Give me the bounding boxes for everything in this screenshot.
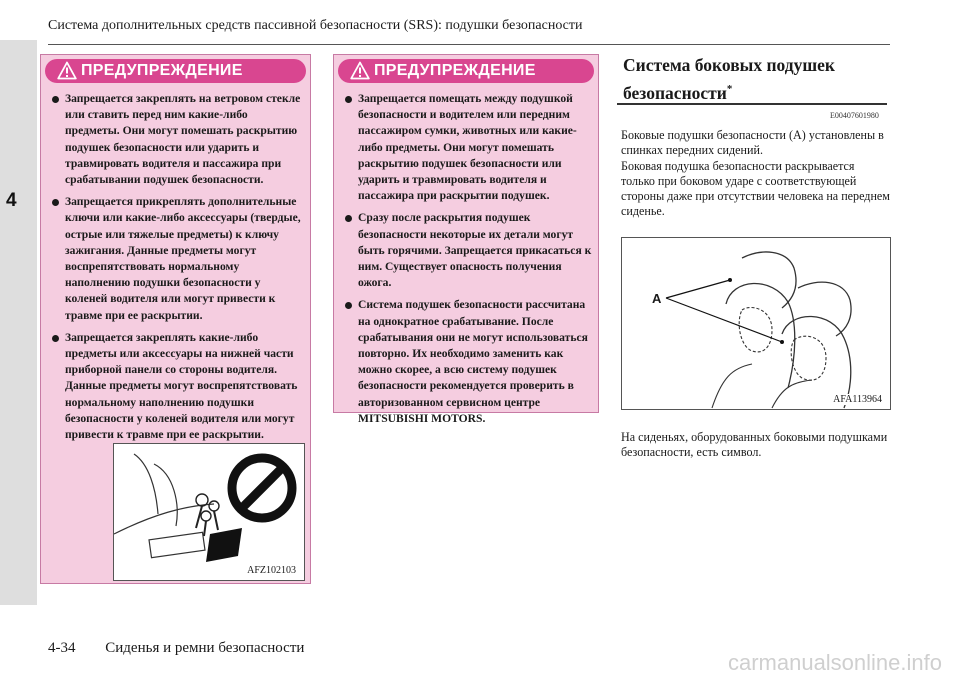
warning-item: Запрещается закреплять на ветровом стекле или ставить перед ним какие-либо предметы. Они могут помешать раскрытию подушек безопасности или ударить и травмировать водителя и пассажира при срабатывании подушек безопасности. <box>51 91 304 188</box>
chapter-side-tab <box>0 40 37 605</box>
warning-box-left <box>40 54 311 584</box>
warning-box-middle <box>333 54 599 425</box>
page-number: 4-34 <box>48 640 76 656</box>
no-entry-icon <box>226 452 298 524</box>
section-code: E00407601980 <box>830 111 879 120</box>
chapter-number: 4 <box>6 190 17 211</box>
warning-item: Система подушек безопасности рассчитана на однократное срабатывание. После срабатывания они не могут использоваться повторно. Их необходимо заменить как можно скорее, а всю систему подушек безопасности рекомендуется проверить в авторизованном сервисном центре MITSUBISHI MOTORS. <box>344 297 592 427</box>
watermark: carmanualsonline.info <box>727 650 942 675</box>
optional-mark: * <box>726 83 733 95</box>
paragraph-text: Боковые подушки безопасности (A) установлены в спинках передних сидений. <box>621 128 884 158</box>
warning-item: Запрещается прикреплять дополнительные ключи или какие-либо аксессуары (твердые, острые или тяжелые предметы) к ключу зажигания. Данные предметы могут воспрепятствовать нормальному наполнению подушки безопасности у коленей водителя или могут привести к травме при ее раскрытии. <box>51 194 304 324</box>
warning-list <box>51 91 304 449</box>
figure-label-a: A <box>652 291 662 306</box>
figure-code: AFA113964 <box>833 394 882 405</box>
header-rule <box>48 44 890 45</box>
paragraph-seat-symbol: На сиденьях, оборудованных боковыми подушками безопасности, есть символ. <box>621 430 888 460</box>
warning-header <box>338 59 594 83</box>
figure-key-accessories <box>113 443 305 581</box>
section-title-line1: Система боковых подушек <box>623 55 836 75</box>
footer-chapter: Сиденья и ремни безопасности <box>105 640 305 656</box>
warning-title: ПРЕДУПРЕЖДЕНИЕ <box>374 62 536 79</box>
warning-title: ПРЕДУПРЕЖДЕНИЕ <box>81 62 243 79</box>
warning-item: Сразу после раскрытия подушек безопасности некоторые их детали могут быть горячими. Запрещается прикасаться к ним. Существует опасность получения ожога. <box>344 210 592 291</box>
paragraph-side-airbags-location <box>621 128 891 220</box>
warning-item: Запрещается закреплять какие-либо предметы или аксессуары на нижней части приборной панели со стороны водителя. Данные предметы могут воспрепятствовать нормальному наполнению подушки безопасности у коленей водителя или могут привести к травме при ее раскрытии. <box>51 330 304 443</box>
paragraph-text: Боковая подушка безопасности раскрывается только при боковом ударе с соответствующей стороны даже при отсутствии человека на переднем сиденье. <box>621 158 890 219</box>
warning-header <box>45 59 306 83</box>
warning-list <box>344 91 592 433</box>
figure-code: AFZ102103 <box>247 565 296 576</box>
section-title <box>617 47 887 105</box>
seat-airbag-illustration <box>622 238 891 410</box>
section-heading-box <box>617 47 887 105</box>
warning-item: Запрещается помещать между подушкой безопасности и водителем или передним пассажиром сумки, животных или какие-либо предметы. Они могут помешать раскрытию подушек безопасности или ударить и травмировать водителя и пассажира при раскрытии подушек. <box>344 91 592 204</box>
page-footer <box>48 640 304 657</box>
warning-triangle-icon <box>57 61 77 80</box>
page-header-title: Система дополнительных средств пассивной безопасности (SRS): подушки безопасности <box>48 18 583 33</box>
warning-triangle-icon <box>350 61 370 80</box>
figure-side-airbag-seats <box>621 237 891 410</box>
section-title-line2: безопасности <box>623 82 727 103</box>
